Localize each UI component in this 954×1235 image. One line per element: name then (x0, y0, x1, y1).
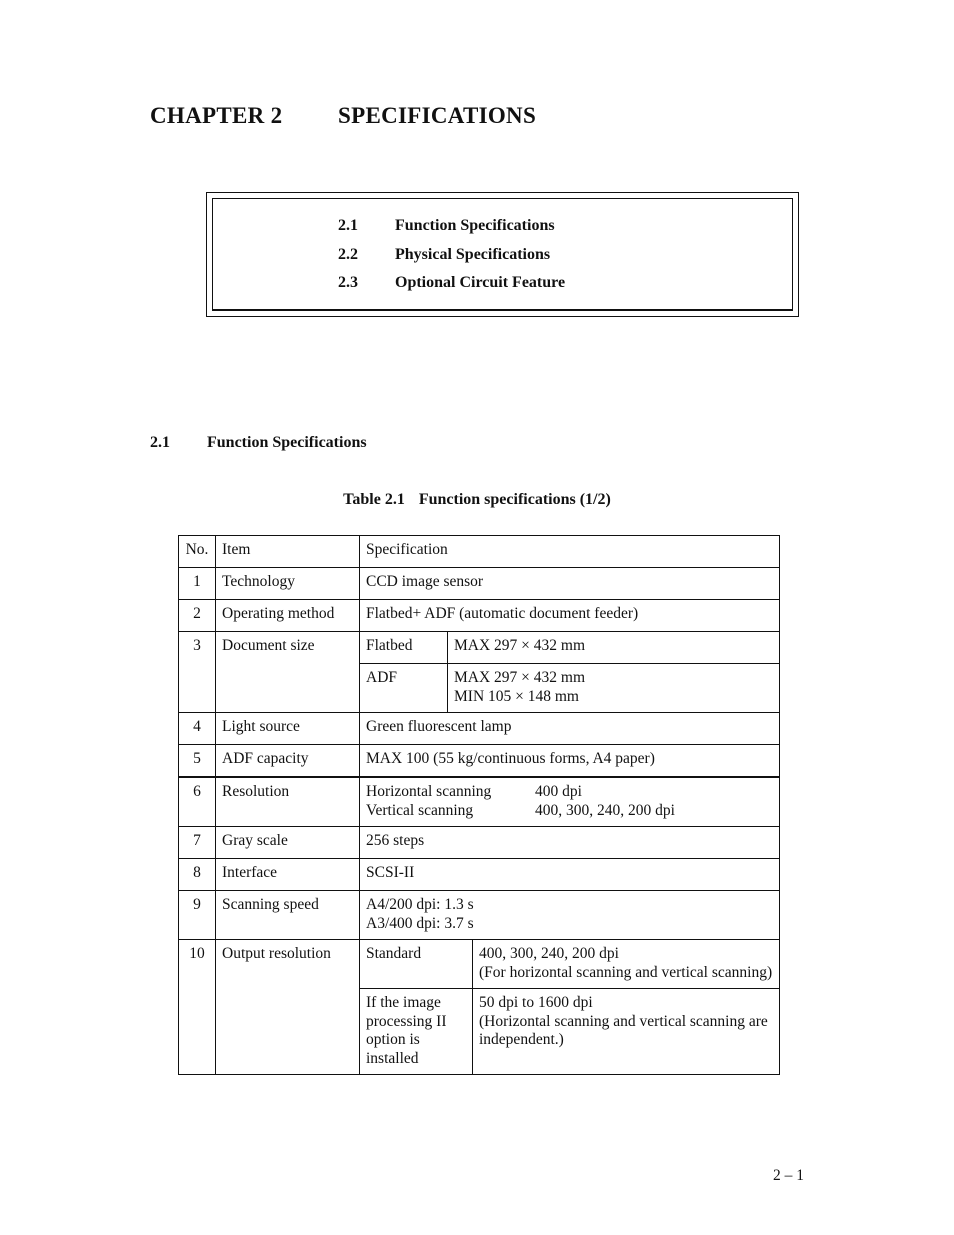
table-row (179, 891, 780, 940)
contents-box (206, 192, 799, 317)
row-number: 5 (179, 745, 216, 778)
sub-value: MAX 297 × 432 mm (448, 632, 780, 664)
table-row (179, 713, 780, 745)
header-item: Item (216, 536, 360, 568)
table-caption-title: Function specifications (1/2) (418, 491, 611, 508)
toc-item-number: 2.2 (338, 246, 358, 263)
table-row (179, 777, 780, 827)
contents-box-inner (212, 198, 793, 311)
row-item: Gray scale (216, 827, 360, 859)
row-item: Scanning speed (216, 891, 360, 940)
row-specification: Flatbed+ ADF (automatic document feeder) (360, 600, 780, 632)
sub-label: ADF (360, 664, 448, 713)
row-number: 8 (179, 859, 216, 891)
section-title: Function Specifications (207, 434, 367, 451)
row-number: 10 (179, 940, 216, 1075)
chapter-number: CHAPTER 2 (150, 103, 283, 128)
toc-item (338, 217, 555, 235)
resolution-label: Horizontal scanning (366, 783, 492, 800)
table-header-row (179, 536, 780, 568)
table-caption (0, 491, 954, 509)
sub-value (473, 940, 780, 989)
page-number: 2 – 1 (773, 1167, 804, 1184)
sub-label: If the image processing II option is installed (360, 989, 473, 1075)
row-number: 9 (179, 891, 216, 940)
row-specification (360, 891, 780, 940)
sub-value (448, 664, 780, 713)
chapter-name: SPECIFICATIONS (338, 103, 537, 128)
row-specification: 256 steps (360, 827, 780, 859)
sub-value-line: 50 dpi to 1600 dpi (479, 994, 593, 1011)
sub-label: Flatbed (360, 632, 448, 664)
function-specifications-table (178, 535, 780, 1075)
sub-label: Standard (360, 940, 473, 989)
row-number: 4 (179, 713, 216, 745)
section-heading (150, 434, 367, 452)
table-caption-number: Table 2.1 (343, 491, 405, 508)
sub-value (473, 989, 780, 1075)
table-row (179, 600, 780, 632)
table-row (179, 940, 780, 989)
toc-item-number: 2.1 (338, 217, 358, 234)
resolution-horizontal (366, 783, 773, 802)
row-item: Light source (216, 713, 360, 745)
header-no: No. (179, 536, 216, 568)
toc-item (338, 274, 565, 292)
resolution-value: 400, 300, 240, 200 dpi (535, 801, 675, 819)
toc-item-title: Physical Specifications (395, 246, 551, 263)
row-specification: Green fluorescent lamp (360, 713, 780, 745)
row-item: Operating method (216, 600, 360, 632)
row-item: Resolution (216, 777, 360, 827)
table-row (179, 859, 780, 891)
row-item: Technology (216, 568, 360, 600)
row-number: 1 (179, 568, 216, 600)
toc-item (338, 246, 550, 264)
row-specification: MAX 100 (55 kg/continuous forms, A4 paper) (360, 745, 780, 778)
row-number: 3 (179, 632, 216, 713)
sub-value-line: MIN 105 × 148 mm (454, 687, 579, 705)
row-number: 2 (179, 600, 216, 632)
resolution-vertical (366, 802, 773, 821)
toc-item-number: 2.3 (338, 274, 358, 291)
row-number: 6 (179, 777, 216, 827)
table-row (179, 568, 780, 600)
row-item: Document size (216, 632, 360, 713)
header-specification: Specification (360, 536, 780, 568)
spec-line: A3/400 dpi: 3.7 s (366, 914, 474, 932)
spec-line: A4/200 dpi: 1.3 s (366, 896, 474, 913)
sub-value-line: MAX 297 × 432 mm (454, 669, 586, 686)
row-item: Output resolution (216, 940, 360, 1075)
row-number: 7 (179, 827, 216, 859)
toc-item-title: Function Specifications (395, 217, 555, 234)
row-specification: SCSI-II (360, 859, 780, 891)
row-specification: CCD image sensor (360, 568, 780, 600)
resolution-value: 400 dpi (535, 783, 582, 800)
row-item: ADF capacity (216, 745, 360, 778)
section-number: 2.1 (150, 434, 170, 451)
table-row (179, 745, 780, 778)
table-row (179, 827, 780, 859)
row-item: Interface (216, 859, 360, 891)
chapter-title (150, 103, 536, 129)
sub-value-line: (For horizontal scanning and vertical scanning) (479, 963, 773, 981)
sub-value-line: 400, 300, 240, 200 dpi (479, 945, 619, 962)
table-row (179, 632, 780, 664)
sub-value-line: (Horizontal scanning and vertical scanning are independent.) (479, 1012, 768, 1048)
toc-item-title: Optional Circuit Feature (395, 274, 566, 291)
row-specification (360, 777, 780, 827)
resolution-label: Vertical scanning (366, 801, 474, 819)
